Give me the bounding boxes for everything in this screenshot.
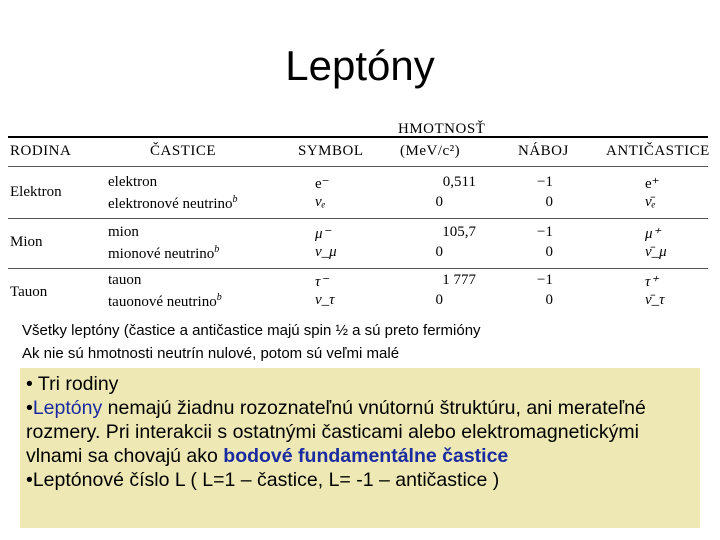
particle-mass: 105,7	[442, 224, 476, 240]
particle-mass: 0	[435, 194, 443, 210]
particle-name: mion	[108, 224, 139, 240]
particle-symbol: τ⁻	[315, 274, 329, 290]
particle-mass: 0,511	[442, 174, 476, 190]
antiparticle-symbol: μ⁺	[645, 226, 661, 242]
summary-line-structure: •Leptóny nemajú žiadnu rozoznateľnú vnútornú štruktúru, ani merateľné rozmery. Pri interakcii s ostatnými časticami alebo elektromagnetickými vlnami sa chovajú ako bodové fundamentálne častice	[26, 397, 646, 467]
summary-line-families: • Tri rodiny	[26, 373, 119, 395]
header-particle: ČASTICE	[150, 143, 217, 159]
row-family: Tauon	[10, 284, 48, 300]
antiparticle-symbol: ν̄_μ	[645, 244, 667, 260]
point-particles-highlight: bodové fundamentálne častice	[223, 445, 509, 467]
particle-charge: 0	[545, 292, 553, 308]
particle-name: elektron	[108, 174, 158, 190]
header-rule	[8, 166, 708, 167]
summary-box	[20, 368, 700, 528]
spin-note: Všetky leptóny (častice a antičastice majú spin ½ a sú preto fermióny	[22, 322, 481, 339]
particle-charge: 0	[545, 244, 553, 260]
antiparticle-symbol: e⁺	[645, 176, 660, 192]
footnote-mark: b	[232, 194, 238, 205]
neutrino-mass-note: Ak nie sú hmotnosti neutrín nulové, potom sú veľmi malé	[22, 345, 400, 362]
row-family: Elektron	[10, 184, 62, 200]
row-rule	[8, 268, 708, 269]
particle-symbol: μ⁻	[315, 226, 331, 242]
header-mass: HMOTNOSŤ	[398, 121, 486, 137]
particle-name: mionové neutrino$^b$	[108, 244, 220, 262]
header-symbol: SYMBOL	[298, 143, 364, 159]
antiparticle-symbol: ν̄_τ	[645, 292, 665, 308]
header-family: RODINA	[10, 143, 72, 159]
particle-charge: −1	[537, 272, 553, 288]
particle-charge: 0	[545, 194, 553, 210]
particle-mass: 0	[435, 244, 443, 260]
particle-charge: −1	[537, 174, 553, 190]
particle-symbol: e⁻	[315, 176, 330, 192]
particle-charge: −1	[537, 224, 553, 240]
particle-name: tauon	[108, 272, 142, 288]
particle-symbol: ν_τ	[315, 292, 335, 308]
header-charge: NÁBOJ	[518, 143, 569, 159]
particle-name: elektronové neutrino$^b$	[108, 194, 238, 212]
antiparticle-symbol: ν̄ₑ	[645, 194, 656, 210]
footnote-mark: b	[216, 292, 222, 303]
particle-symbol: νₑ	[315, 194, 326, 210]
slide-title: Leptóny	[285, 42, 435, 89]
header-mass-unit: (MeV/c²)	[400, 143, 461, 159]
row-rule	[8, 218, 708, 219]
table-top-rule	[8, 136, 708, 138]
header-antiparticle: ANTIČASTICE	[606, 143, 710, 159]
footnote-mark: b	[214, 244, 220, 255]
antiparticle-symbol: τ⁺	[645, 274, 659, 290]
row-family: Mion	[10, 234, 43, 250]
particle-mass: 0	[435, 292, 443, 308]
particle-mass: 1 777	[442, 272, 476, 288]
particle-name: tauonové neutrino$^b$	[108, 292, 222, 310]
particle-symbol: ν_μ	[315, 244, 337, 260]
leptons-highlight: Leptóny	[32, 397, 103, 419]
summary-line-lepton-number: •Leptónové číslo L ( L=1 – častice, L= -1 – antičastice )	[26, 469, 500, 491]
lepton-table	[8, 108, 708, 318]
